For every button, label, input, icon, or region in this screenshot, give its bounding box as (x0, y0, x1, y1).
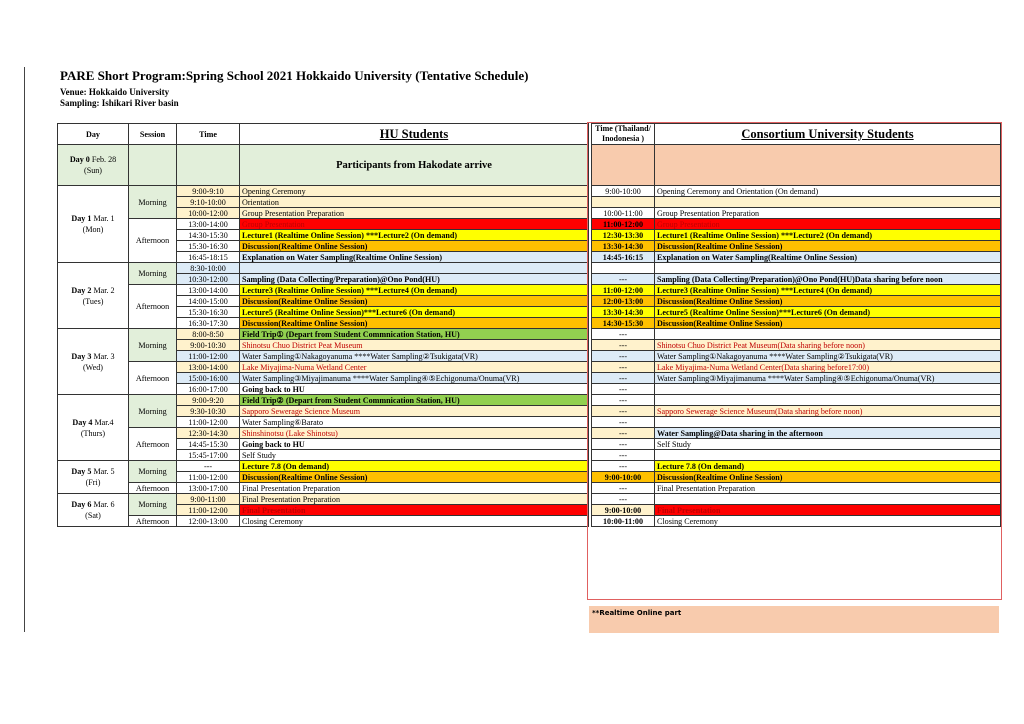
day4-morning: Morning (129, 395, 177, 428)
hu-cell: Group Presentation (240, 219, 589, 230)
hu-cell: Field Trip① (Depart from Student Commnication Station, HU) (240, 329, 589, 340)
table-row (58, 384, 1001, 395)
time-cell: 9:00-9:20 (177, 395, 240, 406)
venue-text: Venue: Hokkaido University (60, 87, 170, 97)
time-cell: 11:00-12:00 (177, 505, 240, 516)
table-row (58, 494, 1001, 505)
cons-cell: Explanation on Water Sampling(Realtime Online Session) (655, 252, 1001, 263)
time-cell: --- (177, 461, 240, 472)
cons-cell (655, 329, 1001, 340)
table-row (58, 472, 1001, 483)
table-row (58, 318, 1001, 329)
cons-cell (655, 417, 1001, 428)
cons-cell (655, 263, 1001, 274)
time2-cell: 10:00-11:00 (592, 516, 655, 527)
time-cell: 15:30-16:30 (177, 307, 240, 318)
time2-cell: --- (592, 351, 655, 362)
table-row (58, 439, 1001, 450)
table-row (58, 406, 1001, 417)
time2-cell: 9:00-10:00 (592, 186, 655, 197)
hu-cell: Closing Ceremony (240, 516, 589, 527)
time-cell: 16:30-17:30 (177, 318, 240, 329)
time2-cell: --- (592, 395, 655, 406)
time2-cell: --- (592, 340, 655, 351)
time-cell: 13:00-14:00 (177, 219, 240, 230)
hu-cell: Shinshinotsu (Lake Shinotsu) (240, 428, 589, 439)
day0-text: Participants from Hakodate arrive (240, 145, 589, 186)
time-cell: 10:00-12:00 (177, 208, 240, 219)
time2-cell: 13:30-14:30 (592, 241, 655, 252)
hu-cell: Discussion(Realtime Online Session) (240, 318, 589, 329)
day5-label: Day 5 (71, 467, 92, 476)
hu-cell: Going back to HU (240, 439, 589, 450)
table-row (58, 417, 1001, 428)
day5-afternoon: Afternoon (129, 483, 177, 494)
header-session: Session (129, 124, 177, 145)
day2-date: Mar. 2 (93, 285, 115, 295)
time-cell: 9:00-10:30 (177, 340, 240, 351)
day1-label: Day 1 (71, 214, 92, 223)
day0-date: Feb. 28 (91, 155, 117, 164)
table-row (58, 483, 1001, 494)
hu-cell: Lecture1 (Realtime Online Session) ***Lecture2 (On demand) (240, 230, 589, 241)
time-cell: 9:30-10:30 (177, 406, 240, 417)
table-row (58, 274, 1001, 285)
time2-cell: --- (592, 362, 655, 373)
time-cell: 9:00-11:00 (177, 494, 240, 505)
cons-cell: Shinotsu Chuo District Peat Museum(Data sharing before noon) (655, 340, 1001, 351)
cons-cell: Lake Miyajima-Numa Wetland Center(Data sharing before17:00) (655, 362, 1001, 373)
cons-cell: Final Presentation Preparation (655, 483, 1001, 494)
table-row (58, 461, 1001, 472)
cons-cell: Discussion(Realtime Online Session) (655, 296, 1001, 307)
table-row (58, 252, 1001, 263)
cons-cell (655, 197, 1001, 208)
time-cell: 13:00-14:00 (177, 285, 240, 296)
hu-cell: Explanation on Water Sampling(Realtime Online Session) (240, 252, 589, 263)
day6-morning: Morning (129, 494, 177, 516)
cons-cell: Final Presentation (655, 505, 1001, 516)
time2-cell: 9:00-10:00 (592, 472, 655, 483)
time2-cell: --- (592, 274, 655, 285)
cons-cell (655, 395, 1001, 406)
cons-cell: Group Presentation (655, 219, 1001, 230)
schedule-table (57, 123, 1001, 527)
day4-label: Day 4 (72, 417, 93, 427)
table-row (58, 351, 1001, 362)
day3-dow: (Wed) (82, 362, 104, 372)
realtime-note-text: **Realtime Online part (592, 609, 682, 617)
time-cell: 15:45-17:00 (177, 450, 240, 461)
day6-afternoon: Afternoon (129, 516, 177, 527)
time-cell: 10:30-12:00 (177, 274, 240, 285)
hu-cell: Shinotsu Chuo District Peat Museum (240, 340, 589, 351)
time2-cell: --- (592, 417, 655, 428)
time2-cell: 10:00-11:00 (592, 208, 655, 219)
table-row (58, 307, 1001, 318)
cons-cell: Group Presentation Preparation (655, 208, 1001, 219)
time-cell: 11:00-12:00 (177, 417, 240, 428)
table-row (58, 208, 1001, 219)
time-cell: 12:00-13:00 (177, 516, 240, 527)
day5-dow: (Fri) (85, 478, 101, 487)
time2-cell: --- (592, 483, 655, 494)
hu-cell: Field Trip② (Depart from Student Commnication Station, HU) (240, 395, 589, 406)
day2-afternoon: Afternoon (129, 285, 177, 329)
time2-cell: --- (592, 450, 655, 461)
day2-dow: (Tues) (82, 296, 104, 306)
hu-cell: Lecture 7.8 (On demand) (240, 461, 589, 472)
hu-cell: Final Presentation Preparation (240, 494, 589, 505)
day1-afternoon: Afternoon (129, 219, 177, 263)
time2-cell: --- (592, 329, 655, 340)
day3-date: Mar. 3 (93, 351, 115, 361)
time-cell: 8:00-8:50 (177, 329, 240, 340)
time-cell: 14:00-15:00 (177, 296, 240, 307)
hu-cell: Final Presentation Preparation (240, 483, 589, 494)
table-row (58, 516, 1001, 527)
cons-cell: Lecture 7.8 (On demand) (655, 461, 1001, 472)
header-hu-students: HU Students (240, 124, 589, 145)
cons-cell: Water Sampling@Data sharing in the afternoon (655, 428, 1001, 439)
cons-cell: Water Sampling①Nakagoyanuma ****Water Sampling②Tsukigata(VR) (655, 351, 1001, 362)
table-row (58, 340, 1001, 351)
hu-cell: Self Study (240, 450, 589, 461)
table-row (58, 241, 1001, 252)
cons-cell: Sapporo Sewerage Science Museum(Data sharing before noon) (655, 406, 1001, 417)
day2-label: Day 2 (71, 285, 92, 295)
day2-morning: Morning (129, 263, 177, 285)
time-cell: 14:45-15:30 (177, 439, 240, 450)
table-row (58, 395, 1001, 406)
table-row (58, 230, 1001, 241)
table-row (58, 197, 1001, 208)
time2-cell: --- (592, 384, 655, 395)
cons-cell: Discussion(Realtime Online Session) (655, 241, 1001, 252)
day0-row (58, 145, 1001, 186)
time2-cell: 9:00-10:00 (592, 505, 655, 516)
time-cell: 16:00-17:00 (177, 384, 240, 395)
time-cell: 14:30-15:30 (177, 230, 240, 241)
realtime-note-box (589, 606, 999, 633)
cons-cell: Lecture1 (Realtime Online Session) ***Lecture2 (On demand) (655, 230, 1001, 241)
time2-cell: --- (592, 373, 655, 384)
time2-cell: 11:00-12:00 (592, 219, 655, 230)
hu-cell: Water Sampling⑥Barato (240, 417, 589, 428)
time-cell: 12:30-14:30 (177, 428, 240, 439)
time2-cell: --- (592, 461, 655, 472)
hu-cell: Lake Miyajima-Numa Wetland Center (240, 362, 589, 373)
hu-cell (240, 263, 589, 274)
table-row (58, 428, 1001, 439)
cons-cell: Lecture5 (Realtime Online Session)***Lecture6 (On demand) (655, 307, 1001, 318)
time2-cell: 13:30-14:30 (592, 307, 655, 318)
day6-label: Day 6 (71, 500, 92, 509)
time2-cell: 14:30-15:30 (592, 318, 655, 329)
time2-cell (592, 197, 655, 208)
table-row (58, 329, 1001, 340)
time-cell: 13:00-17:00 (177, 483, 240, 494)
time-cell: 13:00-14:00 (177, 362, 240, 373)
table-row (58, 263, 1001, 274)
table-row (58, 362, 1001, 373)
hu-cell: Water Sampling③Miyajimanuma ****Water Sampling④⑤Echigonuma/Onuma(VR) (240, 373, 589, 384)
time2-cell: 14:45-16:15 (592, 252, 655, 263)
table-row (58, 296, 1001, 307)
cons-cell: Self Study (655, 439, 1001, 450)
time2-cell: --- (592, 428, 655, 439)
hu-cell: Discussion(Realtime Online Session) (240, 296, 589, 307)
time-cell: 15:30-16:30 (177, 241, 240, 252)
time-cell: 16:45-18:15 (177, 252, 240, 263)
hu-cell: Water Sampling①Nakagoyanuma ****Water Sampling②Tsukigata(VR) (240, 351, 589, 362)
table-row (58, 450, 1001, 461)
table-row (58, 505, 1001, 516)
hu-cell: Opening Ceremony (240, 186, 589, 197)
day0-label: Day 0 (69, 155, 90, 164)
hu-cell: Sapporo Sewerage Science Museum (240, 406, 589, 417)
header-consortium: Consortium University Students (655, 124, 1001, 145)
cons-cell (655, 494, 1001, 505)
day6-date: Mar. 6 (93, 500, 115, 509)
cons-cell: Discussion(Realtime Online Session) (655, 472, 1001, 483)
hu-cell: Lecture3 (Realtime Online Session) ***Lecture4 (On demand) (240, 285, 589, 296)
time-cell: 11:00-12:00 (177, 351, 240, 362)
cons-cell: Sampling (Data Collecting/Preparation)@Ono Pond(HU)Data sharing before noon (655, 274, 1001, 285)
sampling-text: Sampling: Ishikari River basin (60, 98, 179, 108)
hu-cell: Final Presentation (240, 505, 589, 516)
table-row (58, 186, 1001, 197)
day1-morning: Morning (129, 186, 177, 219)
time2-cell: 12:00-13:00 (592, 296, 655, 307)
hu-cell: Group Presentation Preparation (240, 208, 589, 219)
time-cell: 11:00-12:00 (177, 472, 240, 483)
hu-cell: Discussion(Realtime Online Session) (240, 472, 589, 483)
header-day: Day (58, 124, 129, 145)
cons-cell: Water Sampling③Miyajimanuma ****Water Sampling④⑤Echigonuma/Onuma(VR) (655, 373, 1001, 384)
day3-afternoon: Afternoon (129, 362, 177, 395)
time-cell: 8:30-10:00 (177, 263, 240, 274)
cons-cell: Closing Ceremony (655, 516, 1001, 527)
table-row (58, 219, 1001, 230)
day4-afternoon: Afternoon (129, 428, 177, 461)
time2-cell: --- (592, 494, 655, 505)
hu-cell: Sampling (Data Collecting/Preparation)@Ono Pond(HU) (240, 274, 589, 285)
hu-cell: Going back to HU (240, 384, 589, 395)
header-time: Time (177, 124, 240, 145)
cons-cell: Opening Ceremony and Orientation (On demand) (655, 186, 1001, 197)
day1-dow: (Mon) (82, 225, 104, 234)
table-row (58, 373, 1001, 384)
cons-cell (655, 384, 1001, 395)
day3-label: Day 3 (71, 351, 92, 361)
cons-cell: Lecture3 (Realtime Online Session) ***Lecture4 (On demand) (655, 285, 1001, 296)
time-cell: 9:10-10:00 (177, 197, 240, 208)
time-cell: 15:00-16:00 (177, 373, 240, 384)
day4-dow: (Thurs) (80, 428, 106, 438)
cons-cell: Discussion(Realtime Online Session) (655, 318, 1001, 329)
day6-dow: (Sat) (85, 511, 101, 520)
page-margin-line (24, 67, 25, 632)
hu-cell: Lecture5 (Realtime Online Session)***Lecture6 (On demand) (240, 307, 589, 318)
time2-cell: 11:00-12:00 (592, 285, 655, 296)
day5-morning: Morning (129, 461, 177, 483)
day0-dow: (Sun) (84, 166, 102, 175)
day4-date: Mar.4 (94, 417, 114, 427)
hu-cell: Orientation (240, 197, 589, 208)
cons-cell (655, 450, 1001, 461)
header-row (58, 124, 1001, 145)
time2-cell (592, 263, 655, 274)
time2-cell: --- (592, 406, 655, 417)
time2-cell: --- (592, 439, 655, 450)
time2-cell: 12:30-13:30 (592, 230, 655, 241)
time-cell: 9:00-9:10 (177, 186, 240, 197)
hu-cell: Discussion(Realtime Online Session) (240, 241, 589, 252)
day3-morning: Morning (129, 329, 177, 362)
header-time-thai: Time (Thailand/ Inodonesia ) (592, 124, 655, 145)
day5-date: Mar. 5 (93, 467, 115, 476)
table-row (58, 285, 1001, 296)
page-title: PARE Short Program:Spring School 2021 Hokkaido University (Tentative Schedule) (60, 68, 529, 83)
day1-date: Mar. 1 (93, 214, 115, 223)
